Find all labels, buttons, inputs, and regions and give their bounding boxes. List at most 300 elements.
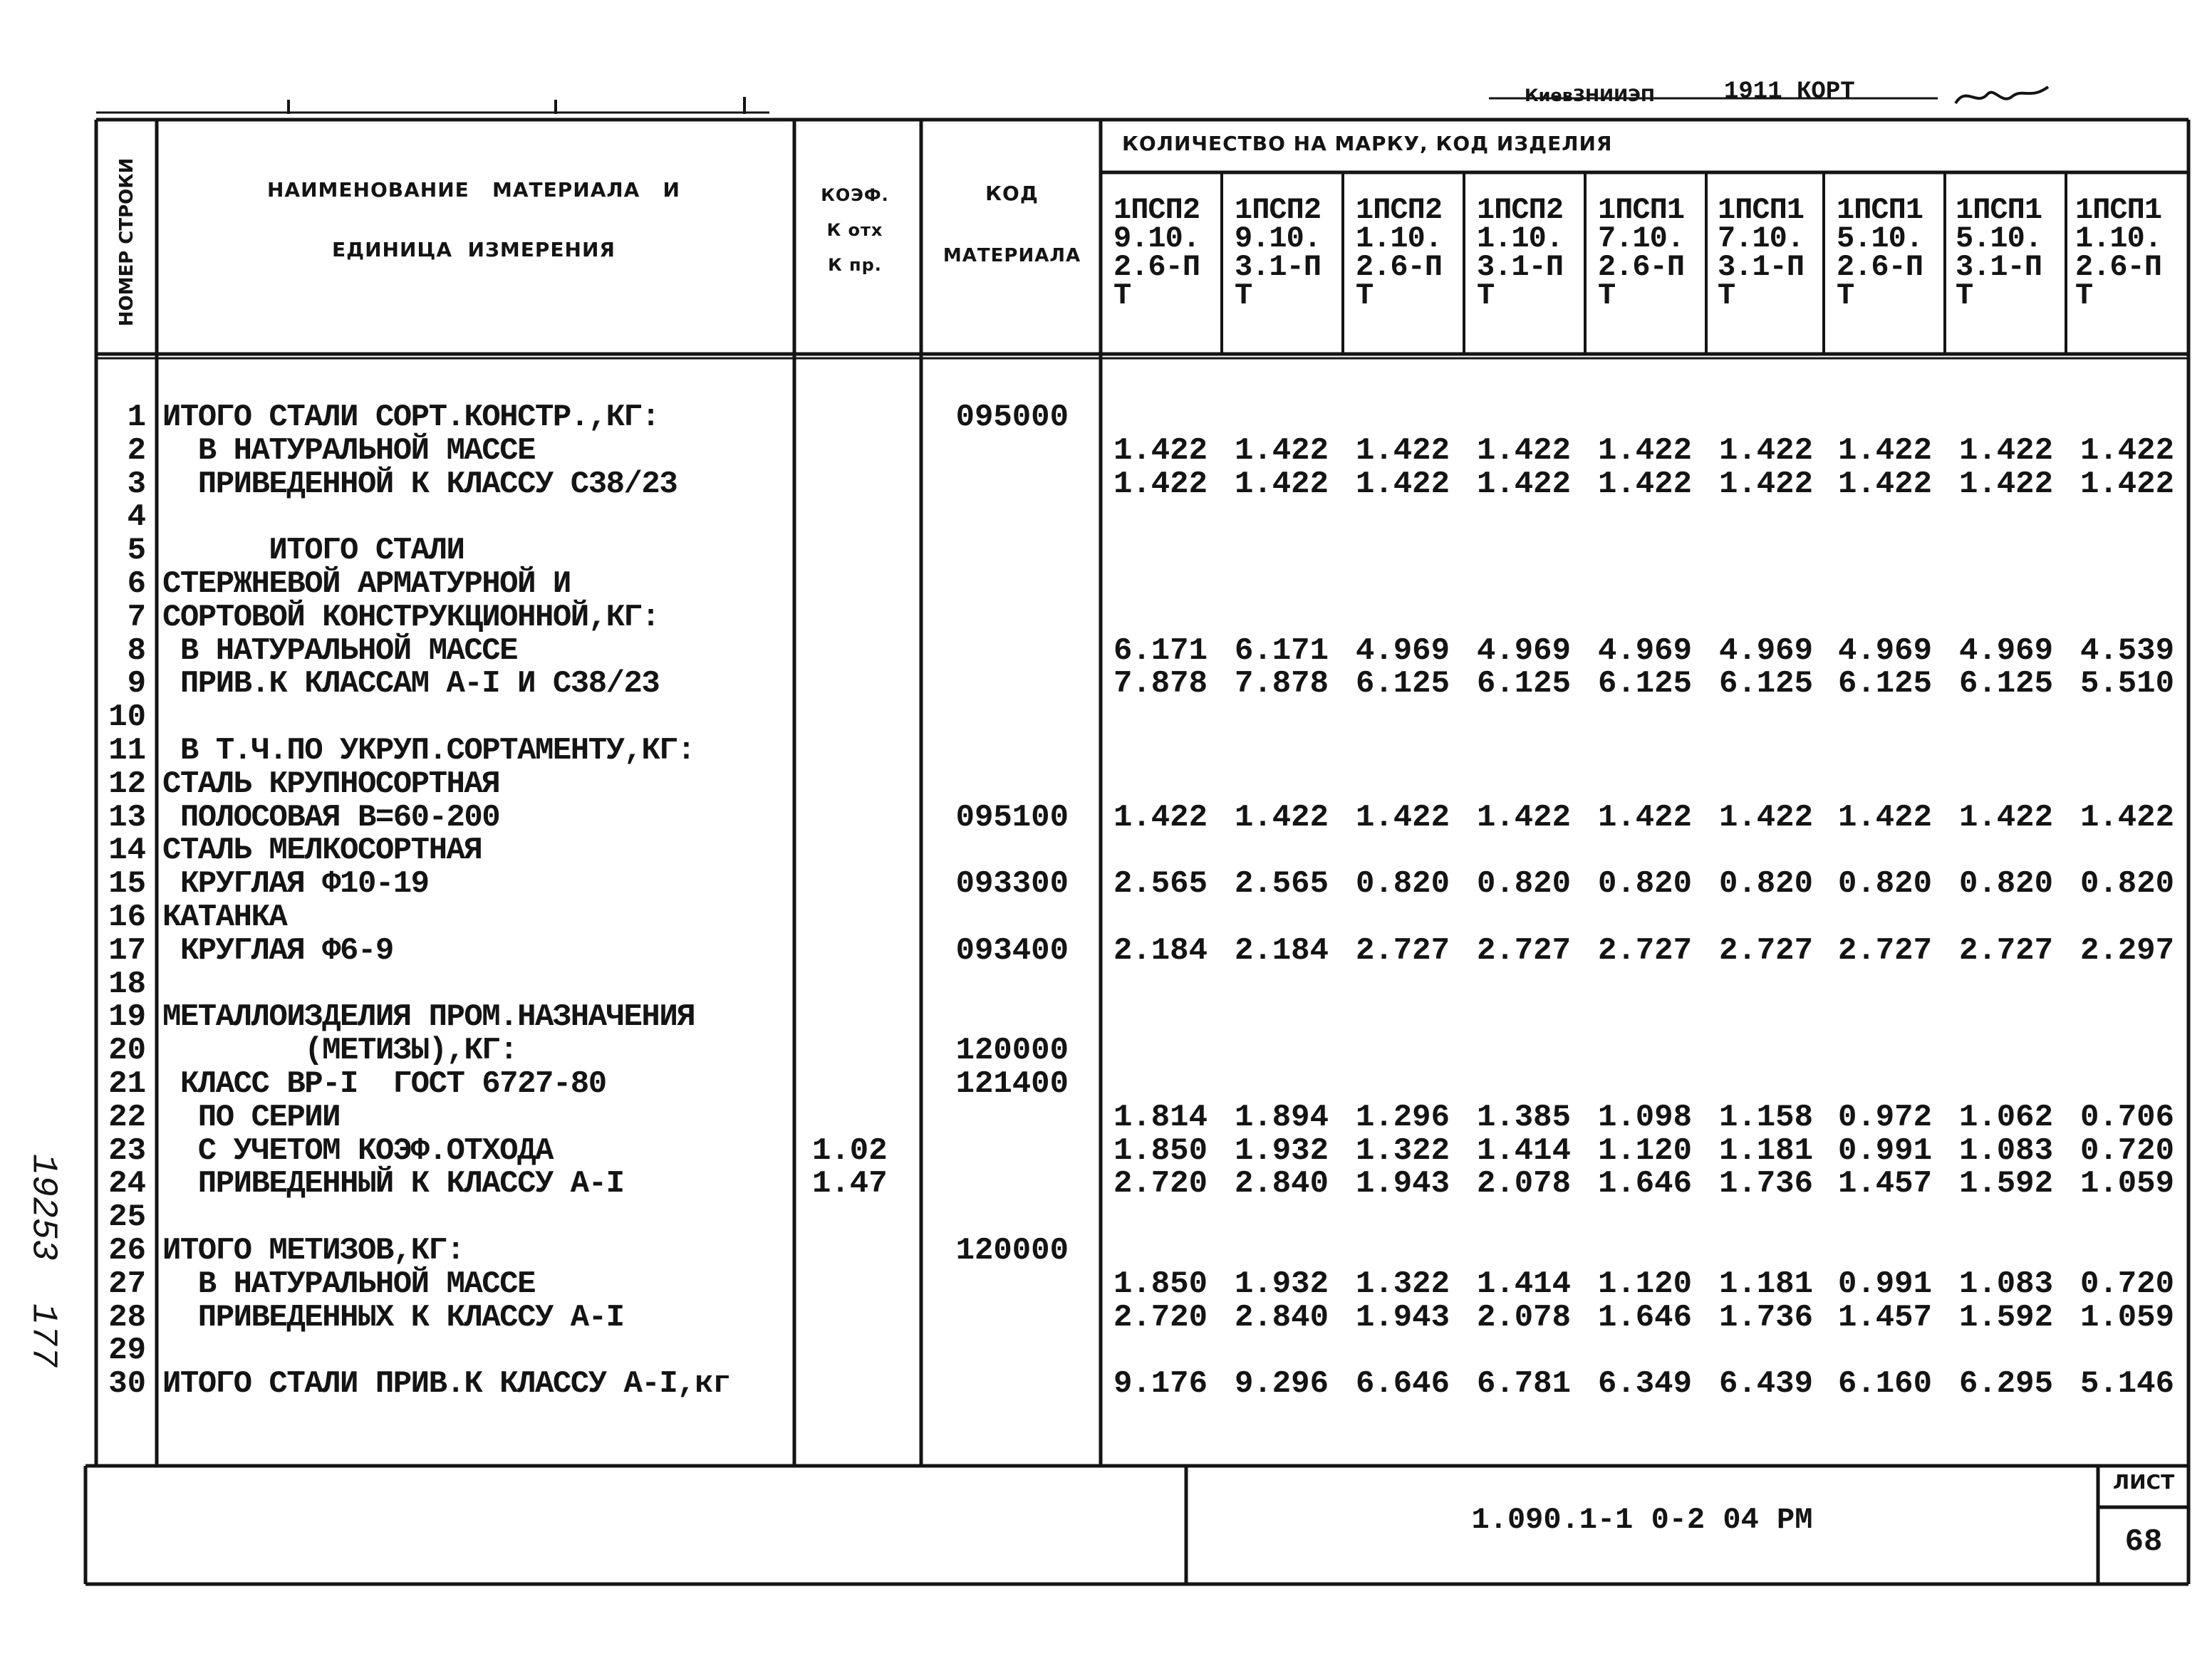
material-code — [926, 968, 1069, 1001]
quantity-cell — [2057, 401, 2174, 434]
quantity-cell: 1.422 — [1597, 432, 1692, 469]
row-number: 16 — [108, 899, 146, 935]
quantity-cell: 0.706 — [2079, 1099, 2174, 1135]
koef-value — [812, 1301, 919, 1335]
quantity-cell: 2.840 — [1234, 1166, 1329, 1202]
quantity-cell — [1574, 1068, 1692, 1101]
quantity-cell: 0.820 — [1958, 866, 2053, 902]
quantity-cell — [1814, 1001, 1932, 1034]
quantity-cell — [2057, 1201, 2174, 1234]
material-code — [926, 468, 1069, 501]
quantity-cell: 2.727 — [1355, 932, 1450, 969]
quantity-cell: 6.160 — [1837, 1366, 1932, 1402]
quantity-cell — [1453, 568, 1571, 601]
quantity-cell — [1696, 601, 1813, 635]
quantity-cell — [2057, 1068, 2174, 1101]
quantity-cell: 1.422 — [1837, 466, 1932, 502]
material-code — [926, 734, 1069, 768]
quantity-cell — [1332, 701, 1450, 734]
material-code — [926, 1167, 1069, 1201]
material-code: 120000 — [955, 1033, 1069, 1069]
material-name: ИТОГО СТАЛИ СОРТ.КОНСТР.,КГ: — [162, 401, 660, 435]
quantity-cell: 1.422 — [1355, 432, 1450, 469]
material-code — [926, 1301, 1069, 1335]
material-name: ПО СЕРИИ — [162, 1099, 341, 1135]
quantity-cell — [1696, 834, 1813, 868]
quantity-cell: 1.422 — [1718, 466, 1813, 502]
material-name: КРУГЛАЯ Ф10-19 — [162, 866, 429, 902]
row-number: 20 — [108, 1033, 146, 1069]
quantity-cell — [1453, 768, 1571, 801]
quantity-cell: 2.078 — [1476, 1166, 1571, 1202]
row-number: 7 — [127, 599, 146, 635]
quantity-column-5 — [1574, 401, 1692, 1401]
quantity-cell — [1090, 768, 1208, 801]
mark-header-6: 1ПСП1 7.10. 3.1-П Т — [1718, 193, 1805, 313]
row-number: 25 — [108, 1199, 146, 1236]
material-name: МЕТАЛЛОИЗДЕЛИЯ ПРОМ.НАЗНАЧЕНИЯ — [162, 999, 695, 1036]
quantity-cell — [2057, 534, 2174, 568]
koef-value — [812, 734, 919, 768]
quantity-cell: 2.840 — [1234, 1299, 1329, 1336]
quantity-cell — [1574, 568, 1692, 601]
quantity-cell — [1814, 401, 1932, 434]
quantity-cell — [1936, 601, 2053, 635]
quantity-cell: 2.184 — [1113, 932, 1208, 969]
quantity-cell — [1696, 568, 1813, 601]
koef-value — [812, 901, 919, 934]
mark-header-2: 1ПСП2 9.10. 3.1-П Т — [1235, 193, 1322, 313]
quantity-cell — [1453, 1001, 1571, 1034]
koef-value — [812, 568, 919, 601]
material-name: ПРИВ.К КЛАССАМ А-I И С38/23 — [162, 666, 660, 702]
quantity-cell — [1696, 901, 1813, 934]
quantity-cell: 1.062 — [1958, 1099, 2053, 1135]
quantity-cell — [1211, 501, 1329, 534]
name-header — [164, 178, 784, 261]
quantity-cell — [1936, 701, 2053, 734]
quantity-cell — [1453, 968, 1571, 1001]
material-name: ПОЛОСОВАЯ В=60-200 — [162, 799, 500, 835]
row-number: 30 — [108, 1366, 146, 1402]
quantity-cell — [1090, 1234, 1208, 1268]
row-number: 12 — [108, 766, 146, 802]
quantity-cell — [1453, 701, 1571, 734]
quantity-cell — [1453, 734, 1571, 768]
quantity-cell — [1936, 534, 2053, 568]
quantity-cell — [1211, 1234, 1329, 1268]
quantity-cell — [1211, 568, 1329, 601]
material-code-column — [926, 401, 1069, 1401]
quantity-cell — [1936, 768, 2053, 801]
material-code — [926, 667, 1069, 701]
quantity-cell — [1090, 1034, 1208, 1068]
quantity-cell — [1814, 1334, 1932, 1368]
quantity-cell — [1453, 1034, 1571, 1068]
quantity-cell — [1453, 901, 1571, 934]
quantity-cell — [1211, 401, 1329, 434]
quantity-cell: 1.932 — [1234, 1133, 1329, 1169]
quantity-cell — [1090, 1334, 1208, 1368]
material-name — [162, 968, 793, 1001]
quantity-cell — [1574, 1201, 1692, 1234]
quantity-cell — [1814, 1034, 1932, 1068]
material-name — [162, 701, 793, 734]
material-code — [926, 701, 1069, 734]
quantity-cell: 1.422 — [1355, 466, 1450, 502]
material-code — [926, 635, 1069, 668]
quantity-cell — [1211, 1201, 1329, 1234]
quantity-cell: 2.078 — [1476, 1299, 1571, 1336]
row-number: 8 — [127, 632, 146, 669]
koef-value — [812, 1334, 919, 1368]
quantity-cell: 7.878 — [1113, 666, 1208, 702]
quantity-cell: 0.820 — [1476, 866, 1571, 902]
row-number: 22 — [108, 1099, 146, 1135]
quantity-cell: 0.972 — [1837, 1099, 1932, 1135]
margin-note: 19253 177 — [22, 1153, 63, 1368]
quantity-cell: 1.059 — [2079, 1166, 2174, 1202]
quantity-cell — [1936, 968, 2053, 1001]
material-code — [926, 1334, 1069, 1368]
quantity-cell — [2057, 1001, 2174, 1034]
mark-header-9: 1ПСП1 1.10. 2.6-П Т — [2075, 193, 2162, 313]
koef-value — [812, 401, 919, 434]
row-number: 15 — [108, 866, 146, 902]
material-name: КАТАНКА — [162, 899, 287, 935]
koef-value — [812, 934, 919, 968]
quantity-cell — [1696, 768, 1813, 801]
quantity-cell: 2.727 — [1718, 932, 1813, 969]
quantity-cell: 1.120 — [1597, 1133, 1692, 1169]
quantity-cell — [1453, 1234, 1571, 1268]
koef-value — [812, 601, 919, 635]
quantity-cell — [1936, 834, 2053, 868]
quantity-cell: 0.820 — [1837, 866, 1932, 902]
quantity-cell — [2057, 501, 2174, 534]
koef-value — [812, 701, 919, 734]
row-number: 19 — [108, 999, 146, 1036]
quantity-cell — [1090, 834, 1208, 868]
material-name: КРУГЛАЯ Ф6-9 — [162, 932, 393, 969]
quantity-cell: 6.295 — [1958, 1366, 2053, 1402]
koef-value — [812, 1268, 919, 1301]
quantity-cell: 1.414 — [1476, 1266, 1571, 1302]
material-name: ПРИВЕДЕННОЙ К КЛАССУ С38/23 — [162, 466, 677, 502]
quantity-cell: 2.720 — [1113, 1166, 1208, 1202]
quantity-cell — [1090, 968, 1208, 1001]
quantity-column-3 — [1332, 401, 1450, 1401]
koef-value: 1.47 — [812, 1166, 888, 1202]
koef-value — [812, 1068, 919, 1101]
quantity-cell: 1.736 — [1718, 1166, 1813, 1202]
quantity-cell — [1090, 601, 1208, 635]
row-number: 17 — [108, 932, 146, 969]
quantity-cell — [1936, 1001, 2053, 1034]
quantity-cell: 1.422 — [1476, 799, 1571, 835]
quantity-cell: 6.171 — [1234, 632, 1329, 669]
row-number: 21 — [108, 1066, 146, 1102]
quantity-cell — [1696, 1334, 1813, 1368]
quantity-cell — [1332, 1001, 1450, 1034]
quantity-cell: 1.385 — [1476, 1099, 1571, 1135]
quantity-cell: 1.098 — [1597, 1099, 1692, 1135]
quantity-cell: 1.592 — [1958, 1299, 2053, 1336]
name-header-line1: НАИМЕНОВАНИЕ МАТЕРИАЛА И — [266, 178, 680, 202]
quantity-cell — [1574, 834, 1692, 868]
mark-header-5: 1ПСП1 7.10. 2.6-П Т — [1598, 193, 1685, 313]
quantity-cell: 1.322 — [1355, 1133, 1450, 1169]
quantity-cell — [1574, 1234, 1692, 1268]
quantity-cell: 1.083 — [1958, 1133, 2053, 1169]
quantity-cell — [1332, 601, 1450, 635]
quantity-cell — [1090, 1201, 1208, 1234]
quantity-cell: 9.296 — [1234, 1366, 1329, 1402]
quantity-cell — [1574, 534, 1692, 568]
quantity-cell — [1453, 1068, 1571, 1101]
quantity-cell — [1696, 1068, 1813, 1101]
quantity-cell: 1.457 — [1837, 1299, 1932, 1336]
material-code: 093400 — [955, 932, 1069, 969]
quantity-cell — [1090, 701, 1208, 734]
row-number-column — [100, 401, 146, 1401]
row-number: 6 — [127, 566, 146, 602]
koef-header — [798, 185, 912, 275]
mark-header-7: 1ПСП1 5.10. 2.6-П Т — [1837, 193, 1923, 313]
material-code — [926, 834, 1069, 868]
quantity-cell — [1211, 734, 1329, 768]
quantity-cell — [1332, 734, 1450, 768]
material-name: В НАТУРАЛЬНОЙ МАССЕ — [162, 432, 535, 469]
quantity-cell — [1211, 701, 1329, 734]
material-code — [926, 1368, 1069, 1401]
quantity-cell — [1814, 701, 1932, 734]
quantity-cell — [1696, 968, 1813, 1001]
quantity-cell: 1.814 — [1113, 1099, 1208, 1135]
quantity-column-7 — [1814, 401, 1932, 1401]
koef-value — [812, 801, 919, 835]
koef-value — [812, 434, 919, 468]
koef-value — [812, 834, 919, 868]
material-code: 120000 — [955, 1232, 1069, 1269]
quantity-cell — [1090, 1001, 1208, 1034]
sheet-number: 68 — [2124, 1524, 2163, 1560]
quantity-cell: 2.727 — [1837, 932, 1932, 969]
koef-value — [812, 1368, 919, 1401]
doc-code: 1.090.1-1 0-2 04 РМ — [1471, 1503, 1813, 1537]
quantity-cell — [1936, 1334, 2053, 1368]
quantity-cell — [2057, 1034, 2174, 1068]
material-name: ИТОГО СТАЛИ — [162, 533, 464, 569]
quantity-cell: 1.181 — [1718, 1266, 1813, 1302]
quantity-cell: 6.646 — [1355, 1366, 1450, 1402]
material-code — [926, 501, 1069, 534]
row-number: 26 — [108, 1232, 146, 1269]
quantity-cell — [1211, 1068, 1329, 1101]
quantity-cell: 1.457 — [1837, 1166, 1932, 1202]
row-number: 10 — [108, 699, 146, 736]
quantity-cell: 1.422 — [1958, 432, 2053, 469]
quantity-cell — [1211, 968, 1329, 1001]
material-code: 121400 — [955, 1066, 1069, 1102]
quantity-cell: 1.422 — [1234, 432, 1329, 469]
quantity-cell: 5.510 — [2079, 666, 2174, 702]
quantity-cell — [1814, 901, 1932, 934]
quantity-cell — [1936, 1234, 2053, 1268]
quantity-column-2 — [1211, 401, 1329, 1401]
material-name — [162, 1334, 793, 1368]
koef-value — [812, 1034, 919, 1068]
quantity-cell — [1814, 1234, 1932, 1268]
quantity-cell: 1.296 — [1355, 1099, 1450, 1135]
material-name: СТАЛЬ МЕЛКОСОРТНАЯ — [162, 833, 482, 869]
quantity-cell — [1574, 1034, 1692, 1068]
quantity-cell — [1814, 1201, 1932, 1234]
quantity-cell: 6.125 — [1476, 666, 1571, 702]
quantity-cell: 1.181 — [1718, 1133, 1813, 1169]
material-code — [926, 1268, 1069, 1301]
quantity-cell — [1936, 734, 2053, 768]
name-header-line2: ЕДИНИЦА ИЗМЕРЕНИЯ — [332, 237, 616, 261]
quantity-cell — [1090, 901, 1208, 934]
quantity-cell: 1.646 — [1597, 1299, 1692, 1336]
quantity-cell: 1.422 — [1718, 799, 1813, 835]
stamp-code: 1911 КОРТ — [1724, 78, 1855, 105]
material-code — [926, 534, 1069, 568]
quantity-cell — [1211, 601, 1329, 635]
quantity-cell: 1.120 — [1597, 1266, 1692, 1302]
quantity-cell — [2057, 568, 2174, 601]
quantity-cell — [1696, 734, 1813, 768]
koef-value — [812, 635, 919, 668]
mark-header-1: 1ПСП2 9.10. 2.6-П Т — [1113, 193, 1200, 313]
koef-header-line3: К пр. — [828, 254, 882, 275]
quantity-cell — [1453, 1201, 1571, 1234]
quantity-cell: 1.422 — [1113, 799, 1208, 835]
quantity-cell: 7.878 — [1234, 666, 1329, 702]
quantity-cell — [1696, 1034, 1813, 1068]
row-number: 29 — [108, 1333, 146, 1369]
quantity-cell — [1332, 1201, 1450, 1234]
quantity-cell: 2.565 — [1234, 866, 1329, 902]
material-name: ПРИВЕДЕННЫХ К КЛАССУ А-I — [162, 1299, 624, 1336]
quantity-cell — [2057, 701, 2174, 734]
quantity-cell — [1090, 501, 1208, 534]
row-number: 13 — [108, 799, 146, 835]
quantity-cell — [1211, 1001, 1329, 1034]
material-name — [162, 501, 793, 534]
quantity-cell: 1.059 — [2079, 1299, 2174, 1336]
mark-headers — [1101, 193, 2188, 349]
quantity-cell — [1814, 1068, 1932, 1101]
code-header — [925, 182, 1099, 267]
quantity-cell — [2057, 968, 2174, 1001]
quantity-cell: 6.125 — [1958, 666, 2053, 702]
material-code — [926, 901, 1069, 934]
quantity-cell: 4.969 — [1718, 632, 1813, 669]
koef-value — [812, 1101, 919, 1135]
quantity-cell — [1211, 534, 1329, 568]
koef-value — [812, 501, 919, 534]
material-name: ПРИВЕДЕННЫЙ К КЛАССУ А-I — [162, 1166, 624, 1202]
quantity-cell: 4.969 — [1476, 632, 1571, 669]
mark-header-8: 1ПСП1 5.10. 3.1-П Т — [1956, 193, 2042, 313]
quantity-cell — [1814, 734, 1932, 768]
quantity-cell — [1453, 1334, 1571, 1368]
quantity-cell — [2057, 1334, 2174, 1368]
quantity-cell: 1.422 — [2079, 432, 2174, 469]
koef-value — [812, 1001, 919, 1034]
quantity-cell: 1.083 — [1958, 1266, 2053, 1302]
quantity-cell — [2057, 834, 2174, 868]
quantity-cell — [1574, 901, 1692, 934]
quantity-cell: 1.322 — [1355, 1266, 1450, 1302]
quantity-cell: 4.539 — [2079, 632, 2174, 669]
quantity-cell: 4.969 — [1597, 632, 1692, 669]
quantity-cell: 1.414 — [1476, 1133, 1571, 1169]
quantity-cell: 2.184 — [1234, 932, 1329, 969]
quantity-cell: 6.125 — [1718, 666, 1813, 702]
row-number: 23 — [108, 1133, 146, 1169]
row-number: 18 — [108, 966, 146, 1002]
material-name: В НАТУРАЛЬНОЙ МАССЕ — [162, 1266, 535, 1302]
quantity-column-9 — [2057, 401, 2174, 1401]
sheet-label: ЛИСТ — [2112, 1470, 2175, 1494]
material-code — [926, 601, 1069, 635]
quantity-cell: 1.422 — [1718, 432, 1813, 469]
quantity-cell: 1.422 — [2079, 466, 2174, 502]
quantity-cell — [1211, 768, 1329, 801]
quantity-cell: 1.422 — [1476, 432, 1571, 469]
row-number: 27 — [108, 1266, 146, 1302]
quantity-cell — [1453, 601, 1571, 635]
quantity-cell: 1.943 — [1355, 1166, 1450, 1202]
code-header-line1: КОД — [985, 182, 1039, 205]
margin-note-wrap — [14, 1111, 71, 1410]
quantity-cell — [1574, 1334, 1692, 1368]
koef-value — [812, 534, 919, 568]
quantity-cell — [1453, 401, 1571, 434]
row-number: 28 — [108, 1299, 146, 1336]
quantity-cell: 1.422 — [1597, 466, 1692, 502]
quantity-cell — [1332, 968, 1450, 1001]
row-number-header — [100, 135, 153, 349]
quantity-cell: 0.991 — [1837, 1133, 1932, 1169]
material-code — [926, 1201, 1069, 1234]
quantity-cell — [1332, 768, 1450, 801]
quantity-cell: 1.422 — [1597, 799, 1692, 835]
koef-value — [812, 768, 919, 801]
material-code: 093300 — [955, 866, 1069, 902]
quantity-cell — [1814, 601, 1932, 635]
quantity-cell: 6.781 — [1476, 1366, 1571, 1402]
quantity-cell — [2057, 901, 2174, 934]
quantity-cell — [1332, 1034, 1450, 1068]
quantity-cell: 1.422 — [1113, 432, 1208, 469]
material-code — [926, 1001, 1069, 1034]
quantity-cell — [1090, 534, 1208, 568]
material-code — [926, 768, 1069, 801]
material-name: С УЧЕТОМ КОЭФ.ОТХОДА — [162, 1133, 553, 1169]
quantity-cell: 1.422 — [1958, 466, 2053, 502]
quantity-cell — [1696, 1234, 1813, 1268]
quantity-cell — [1574, 701, 1692, 734]
quantity-cell — [1211, 834, 1329, 868]
quantity-cell — [1574, 401, 1692, 434]
quantity-cell — [1574, 601, 1692, 635]
quantity-column-4 — [1453, 401, 1571, 1401]
quantity-cell: 0.720 — [2079, 1133, 2174, 1169]
